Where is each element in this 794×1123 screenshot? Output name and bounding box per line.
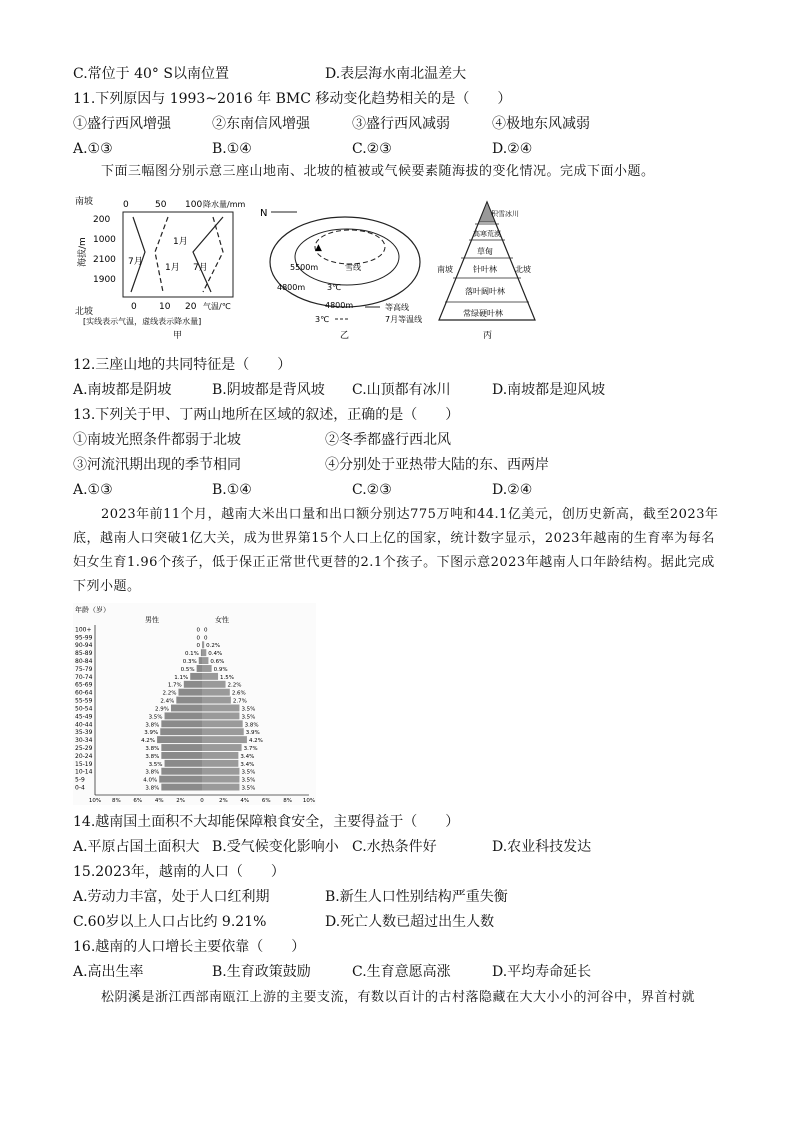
pyramid-age-label: 55-59 xyxy=(75,697,93,705)
pyramid-bar-female xyxy=(202,784,239,791)
pyramid-x-tick: 2% xyxy=(219,798,228,804)
intro-paragraph-1: 下面三幅图分别示意三座山地南、北坡的植被或气候要素随海拔的变化情况。完成下面小题。 xyxy=(101,164,655,179)
pyramid-bar-female xyxy=(202,673,218,680)
pyramid-x-tick: 4% xyxy=(154,798,164,804)
pyramid-male-value: 2.2% xyxy=(162,690,177,697)
q12-option-d: D.南坡都是迎风坡 xyxy=(492,382,606,398)
yi-legend-2: 7月等温线 xyxy=(385,315,423,324)
pyramid-x-tick: 8% xyxy=(283,798,292,804)
jia-jan-precip-curve xyxy=(155,217,168,292)
jia-top-left: 南坡 xyxy=(75,197,94,207)
pyramid-bar-female xyxy=(202,641,204,648)
pyramid-male-value: 3.8% xyxy=(145,753,160,760)
q14-option-c: C.水热条件好 xyxy=(352,839,437,855)
yi-legend-t: 3℃ xyxy=(315,315,330,324)
intro-paragraph-2: 2023年前11个月，越南大米出口量和出口额分别达775万吨和44.1亿美元，创历史新高，截至2023年底，越南人口突破1亿大关，成为世界第15个人口上亿的国家，统计数字显示，2023年越南的生育率为每名妇女生育1.96个孩子，低于保正正常世代更替的2.1个孩子。下图示意2023年越南人口年龄结构。据此完成下列小题。 xyxy=(73,507,719,594)
pyramid-age-label: 85-89 xyxy=(75,650,93,658)
pyramid-x-tick: 10% xyxy=(88,798,102,804)
pyramid-male-value: 0.3% xyxy=(182,659,197,666)
q13-option-d: D.②④ xyxy=(492,482,533,498)
jia-curve-label-4: 7月 xyxy=(193,263,208,273)
q15-option-d: D.死亡人数已超过出生人数 xyxy=(325,914,495,930)
pyramid-female-value: 2.2% xyxy=(227,682,242,689)
q15-option-a: A.劳动力丰富，处于人口红利期 xyxy=(73,889,270,905)
pyramid-female-value: 3.5% xyxy=(241,785,256,792)
pyramid-male-value: 1.1% xyxy=(174,674,189,681)
pyramid-female-value: 3.5% xyxy=(241,769,256,776)
pyramid-age-label: 75-79 xyxy=(75,665,93,673)
figure-bing xyxy=(435,192,540,342)
bing-north: 北坡 xyxy=(515,265,531,274)
pyramid-age-label: 80-84 xyxy=(75,658,93,666)
option-c: C.常位于 40° S以南位置 xyxy=(73,66,229,82)
pyramid-male-value: 3.8% xyxy=(145,769,160,776)
bing-south: 南坡 xyxy=(437,265,453,274)
pyramid-bar-female xyxy=(202,681,226,688)
pyramid-age-label: 15-19 xyxy=(75,760,93,768)
pyramid-female-value: 0 xyxy=(204,635,208,642)
yi-snowline xyxy=(315,230,385,264)
pyramid-bar-female xyxy=(202,752,238,759)
pyramid-bar-female xyxy=(202,768,239,775)
pyramid-bar-male xyxy=(199,657,202,664)
pyramid-age-label: 90-94 xyxy=(75,642,93,650)
pyramid-bar-male xyxy=(161,720,202,727)
pyramid-x-tick: 4% xyxy=(240,798,250,804)
pyramid-female-value: 3.5% xyxy=(241,714,256,721)
pyramid-age-label: 25-29 xyxy=(75,744,93,752)
pyramid-bar-female xyxy=(202,728,244,735)
pyramid-bar-female xyxy=(202,649,206,656)
jia-top-tick-0: 0 xyxy=(123,200,129,210)
yi-snow-label: 雪线 xyxy=(345,263,361,272)
yi-legend-1: 等高线 xyxy=(385,303,409,312)
pyramid-male-value: 3.9% xyxy=(144,730,159,737)
pyramid-age-label: 50-54 xyxy=(75,705,93,713)
jia-curve-label-1: 1月 xyxy=(173,237,188,247)
pyramid-x-tick: 6% xyxy=(133,798,143,804)
pyramid-bar-male xyxy=(161,752,202,759)
intro-paragraph-3: 松阴溪是浙江西部南瓯江上游的主要支流，有数以百计的古村落隐藏在大大小小的河谷中，界首村就 xyxy=(101,990,696,1005)
jia-bottom-tick-1: 10 xyxy=(159,302,171,312)
pyramid-female-value: 4.2% xyxy=(248,738,263,745)
pyramid-bar-female xyxy=(202,705,239,712)
pyramid-male-value: 0 xyxy=(196,643,200,650)
pyramid-bar-male xyxy=(178,689,202,696)
pyramid-female-value: 2.7% xyxy=(232,698,247,705)
pyramid-bar-female xyxy=(202,657,208,664)
pyramid-bar-male xyxy=(160,728,202,735)
jia-bottom-tick-0: 0 xyxy=(131,302,137,312)
yi-caption: 乙 xyxy=(340,331,350,341)
pyramid-female-value: 3.8% xyxy=(244,722,259,729)
q13-option-a: A.①③ xyxy=(73,482,113,498)
pyramid-x-tick: 6% xyxy=(261,798,271,804)
pyramid-female-value: 3.4% xyxy=(240,761,255,768)
bing-caption: 丙 xyxy=(483,331,493,341)
pyramid-male-value: 3.5% xyxy=(148,714,163,721)
pyramid-bar-male xyxy=(184,681,202,688)
pyramid-bar-female xyxy=(202,736,247,743)
bing-zone-4: 针叶林 xyxy=(473,265,497,274)
q13-option-c: C.②③ xyxy=(352,482,392,498)
pyramid-bar-male xyxy=(171,705,202,712)
question-13-stem: 13.下列关于甲、丁两山地所在区域的叙述，正确的是（ ） xyxy=(73,407,460,423)
question-12-stem: 12.三座山地的共同特征是（ ） xyxy=(73,357,292,373)
pyramid-bar-male xyxy=(165,712,202,719)
pyramid-female-value: 3.7% xyxy=(243,745,258,752)
pyramid-left-label: 男性 xyxy=(145,616,159,624)
pyramid-age-label: 20-24 xyxy=(75,752,93,760)
pyramid-bar-female xyxy=(202,744,242,751)
pyramid-female-value: 2.6% xyxy=(231,690,246,697)
yi-c4800: 4800m xyxy=(277,283,306,292)
pyramid-female-value: 0.9% xyxy=(213,666,228,673)
pyramid-age-label: 0-4 xyxy=(75,784,85,792)
pyramid-bar-female xyxy=(202,712,239,719)
pyramid-male-value: 4.2% xyxy=(141,738,156,745)
yi-t3: 3℃ xyxy=(327,283,342,292)
q13-item-4: ④分别处于亚热带大陆的东、西两岸 xyxy=(325,457,549,473)
pyramid-bar-female xyxy=(202,689,230,696)
jia-caption: 甲 xyxy=(173,331,183,341)
jia-top-tick-1: 50 xyxy=(155,200,167,210)
bing-zone-5: 落叶阔叶林 xyxy=(465,287,505,296)
pyramid-bar-female xyxy=(202,697,231,704)
pyramid-age-label: 5-9 xyxy=(75,776,85,784)
q14-option-b: B.受气候变化影响小 xyxy=(212,839,339,855)
question-15-stem: 15.2023年，越南的人口（ ） xyxy=(73,864,285,880)
q11-option-b: B.①④ xyxy=(212,141,252,157)
pyramid-bar-male xyxy=(161,784,202,791)
pyramid-age-label: 30-34 xyxy=(75,737,93,745)
q11-item-4: ④极地东风减弱 xyxy=(492,116,590,132)
jia-curve-label-2: 7月 xyxy=(128,257,143,267)
pyramid-female-value: 3.5% xyxy=(241,777,256,784)
jia-y-label: 海拔/m xyxy=(78,237,88,267)
q11-option-a: A.①③ xyxy=(73,141,113,157)
q16-option-a: A.高出生率 xyxy=(73,964,144,980)
bing-zone-3: 草甸 xyxy=(477,247,493,256)
jia-y-tick-3: 1900 xyxy=(93,275,116,285)
pyramid-x-tick: 2% xyxy=(176,798,185,804)
pyramid-age-label: 10-14 xyxy=(75,768,93,776)
yi-peak: ▲ xyxy=(315,243,322,253)
pyramid-bar-male xyxy=(157,736,202,743)
question-16-stem: 16.越南的人口增长主要依靠（ ） xyxy=(73,939,306,955)
pyramid-bar-male xyxy=(176,697,202,704)
pyramid-bar-female xyxy=(202,760,238,767)
pyramid-male-value: 3.8% xyxy=(145,785,160,792)
pyramid-bar-female xyxy=(202,776,239,783)
jia-curve-label-3: 1月 xyxy=(165,263,180,273)
q11-item-3: ③盛行西风减弱 xyxy=(352,116,450,132)
pyramid-bar-male xyxy=(161,744,202,751)
pyramid-female-value: 3.4% xyxy=(240,753,255,760)
pyramid-male-value: 3.8% xyxy=(145,722,160,729)
pyramid-bar-female xyxy=(202,720,243,727)
pyramid-female-value: 0.6% xyxy=(210,659,225,666)
jia-top-tick-2: 100 xyxy=(185,200,203,210)
bing-zone-2: 高寒荒漠 xyxy=(473,230,501,238)
jia-bottom-tick-2: 20 xyxy=(185,302,197,312)
q13-item-3: ③河流汛期出现的季节相同 xyxy=(73,457,241,473)
q12-option-b: B.阴坡都是背风坡 xyxy=(212,382,325,398)
pyramid-age-label: 70-74 xyxy=(75,673,93,681)
pyramid-bar-female xyxy=(202,665,212,672)
figure-yi xyxy=(255,192,440,342)
jia-bottom-unit: 气温/℃ xyxy=(203,302,231,311)
jia-y-tick-0: 200 xyxy=(93,215,111,225)
pyramid-age-label: 40-44 xyxy=(75,721,93,729)
option-d: D.表层海水南北温差大 xyxy=(325,66,467,82)
q11-item-1: ①盛行西风增强 xyxy=(73,116,171,132)
pyramid-age-label: 95-99 xyxy=(75,634,93,642)
jia-y-tick-2: 2100 xyxy=(93,255,116,265)
jia-y-tick-1: 1000 xyxy=(93,235,116,245)
q15-option-b: B.新生人口性别结构严重失衡 xyxy=(325,889,508,905)
q12-option-c: C.山顶都有冰川 xyxy=(352,382,451,398)
pyramid-x-tick: 0 xyxy=(200,798,204,804)
pyramid-age-label: 35-39 xyxy=(75,729,93,737)
q13-item-2: ②冬季都盛行西北风 xyxy=(325,432,451,448)
pyramid-male-value: 4.0% xyxy=(143,777,158,784)
pyramid-male-value: 2.4% xyxy=(160,698,175,705)
jia-jan-temp-curve xyxy=(131,217,145,292)
pyramid-x-tick: 8% xyxy=(112,798,121,804)
figure-jia xyxy=(73,192,253,342)
q14-option-d: D.农业科技发达 xyxy=(492,839,592,855)
pyramid-female-value: 0.4% xyxy=(208,651,223,658)
q11-option-c: C.②③ xyxy=(352,141,392,157)
yi-contour-inner xyxy=(295,229,399,285)
pyramid-bar-male xyxy=(197,665,202,672)
pyramid-right-label: 女性 xyxy=(215,616,229,624)
bing-zone-1: 积雪冰川 xyxy=(491,210,519,218)
pyramid-bar-male xyxy=(159,776,202,783)
bing-zone-6: 常绿硬叶林 xyxy=(463,309,503,318)
pyramid-male-value: 0 xyxy=(196,635,200,642)
pyramid-y-title: 年龄（岁） xyxy=(75,606,110,614)
pyramid-age-label: 65-69 xyxy=(75,681,93,689)
q11-option-d: D.②④ xyxy=(492,141,533,157)
question-11-stem: 11.下列原因与 1993~2016 年 BMC 移动变化趋势相关的是（ ） xyxy=(73,91,512,107)
pyramid-female-value: 0 xyxy=(204,627,208,634)
pyramid-bar-male xyxy=(190,673,202,680)
pyramid-female-value: 1.5% xyxy=(220,674,235,681)
jia-bottom-left: 北坡 xyxy=(75,307,94,317)
population-pyramid xyxy=(73,603,316,805)
pyramid-male-value: 1.7% xyxy=(167,682,182,689)
jia-note: [实线表示气温，虚线表示降水量] xyxy=(83,317,202,326)
pyramid-bar-male xyxy=(201,649,202,656)
q11-item-2: ②东南信风增强 xyxy=(212,116,310,132)
question-14-stem: 14.越南国土面积不大却能保障粮食安全，主要得益于（ ） xyxy=(73,814,460,830)
q13-option-b: B.①④ xyxy=(212,482,252,498)
pyramid-x-tick: 10% xyxy=(302,798,316,804)
pyramid-bar-male xyxy=(161,768,202,775)
pyramid-male-value: 0 xyxy=(196,627,200,634)
q12-option-a: A.南坡都是阴坡 xyxy=(73,382,172,398)
pyramid-age-label: 60-64 xyxy=(75,689,93,697)
q15-option-c: C.60岁以上人口占比约 9.21% xyxy=(73,914,267,930)
q16-option-b: B.生育政策鼓励 xyxy=(212,964,311,980)
jia-top-unit: 降水量/mm xyxy=(203,200,246,209)
yi-c4800b: 4800m xyxy=(325,301,354,310)
pyramid-female-value: 3.9% xyxy=(245,730,260,737)
pyramid-male-value: 3.8% xyxy=(145,745,160,752)
pyramid-age-label: 100+ xyxy=(75,626,92,634)
q16-option-c: C.生育意愿高涨 xyxy=(352,964,451,980)
pyramid-age-label: 45-49 xyxy=(75,713,93,721)
yi-c5500: 5500m xyxy=(290,263,319,272)
pyramid-male-value: 3.5% xyxy=(148,761,163,768)
q16-option-d: D.平均寿命延长 xyxy=(492,964,592,980)
q14-option-a: A.平原占国土面积大 xyxy=(73,839,200,855)
q13-item-1: ①南坡光照条件都弱于北坡 xyxy=(73,432,241,448)
pyramid-female-value: 0.2% xyxy=(206,643,221,650)
pyramid-male-value: 0.1% xyxy=(184,651,199,658)
pyramid-male-value: 2.9% xyxy=(154,706,169,713)
pyramid-female-value: 3.5% xyxy=(241,706,256,713)
pyramid-male-value: 0.5% xyxy=(180,666,195,673)
yi-north-label: N xyxy=(260,208,268,219)
pyramid-bar-male xyxy=(165,760,202,767)
